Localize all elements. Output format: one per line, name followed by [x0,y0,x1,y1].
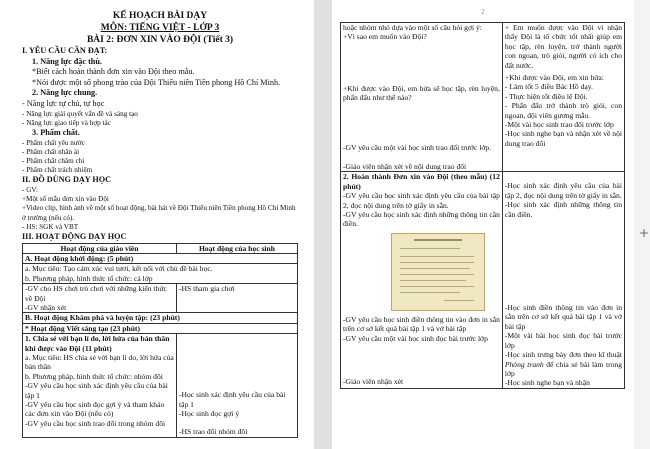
table-row [341,172,625,388]
cell-text: -Học sinh xác định những thông tin cần điền. [504,200,622,219]
text-line: +Video clip, hình ảnh về một số hoạt động, bài hát về Đội Thiếu niên Tiền phong Hồ Chí Minh ở trường (nếu có). [22,204,296,222]
section-1-1-heading: 1. Năng lực đặc thù. [32,56,102,66]
technique-name: Phòng tranh [504,359,544,369]
cell-text: -Học sinh xác định yêu cầu của bài tập 1 [179,390,286,409]
document-page-1 [0,0,314,449]
section-1-2-heading: 2. Năng lực chung. [32,88,98,98]
row-section-a: A. Hoạt động khởi động: (5 phút) [23,253,298,263]
doc-subject: MÔN: TIẾNG VIỆT - LỚP 3 [100,23,220,33]
doc-title: KẾ HOẠCH BÀI DẠY [112,11,208,21]
table-row [23,253,298,263]
text-line: - GV: [22,185,39,194]
cell-text: +Khi được vào Đội, em xin hứa: - Làm tốt 5 điều Bác Hồ dạy. - Thực hiện tốt điều lệ Đội. - Phấn đấu trở thành trò giỏi, con ngoan, đội viên gương mẫu. [504,73,622,120]
section-3-heading: III. HOẠT ĐỘNG DẠY HỌC [22,231,127,241]
cell-text: hoặc nhóm nhỏ dựa vào một số câu hỏi gợi ý: +Vì sao em muốn vào Đội? [343,23,482,42]
row-section-b: B. Hoạt động Khám phá và luyện tập: (23 phút) [23,313,298,323]
text-line: *Biết cách hoàn thành đơn xin vào Đội theo mẫu. [32,67,195,77]
student-cell: -HS tham gia chơi [177,284,298,313]
section-1-heading: I. YÊU CẦU CẦN ĐẠT: [22,46,108,55]
cell-text: -Giáo viên nhận xét về nội dung trao đổi [343,162,467,172]
table-row [23,323,298,333]
student-cell [502,23,624,172]
table-header-row [23,243,298,253]
cell-text: -Giáo viên nhận xét [343,377,404,387]
text-line: - Phẩm chất chăm chỉ [22,156,85,165]
text-line: +Một số mẫu đơn xin vào Đội [22,195,109,204]
cell-text: b. Phương pháp, hình thức tổ chức: nhóm đôi [25,371,163,381]
cell-text: -Một vài học sinh trao đổi trước lớp [504,120,614,130]
page-1-content [22,10,298,438]
plus-icon[interactable]: + [639,226,650,240]
document-page-2 [332,0,634,449]
cell-text: -GV nhận xét [25,303,67,313]
cell-text: -GV yêu cầu học sinh trao đổi trong nhóm đôi [25,418,166,428]
vertical-scrollbar[interactable] [634,0,650,449]
cell-text: -GV cho HS chơi trò chơi với những kiến thức về Đội [25,284,167,303]
text-line: - Phẩm chất trách nhiệm [22,166,93,175]
cell-text: -GV yêu cầu học sinh xác định yêu cầu của bài tập 2, đọc nội dung trên tờ giấy in sẵn. [343,191,500,210]
teacher-cell [23,284,177,313]
cell-text: +Khi được vào Đội, em hứa sẽ học tập, rèn luyện, phấn đấu như thế nào? [343,83,500,103]
cell-text: -Một vài bài học sinh đọc bài trước lớp [504,331,622,350]
text-line: - Phẩm chất yêu nước [22,138,85,147]
cell-text: -Học sinh đọc gợi ý [179,409,240,419]
cell-text: -GV yêu cầu học sinh xác định yêu cầu của bài tập 1 [25,381,168,400]
text-line: - Phẩm chất nhân ái [22,147,80,156]
table-row [341,23,625,172]
cell-text: 1. Chia sẻ với bạn lí do, lời hứa của bản thân khi được vào Đội (11 phút) [25,334,170,353]
section-1-3-heading: 3. Phẩm chất. [32,127,80,137]
cell-text: -GV yêu cầu một vài học sinh đọc bài trước lớp [343,333,488,343]
cell-text: -GV yêu cầu một vài học sinh trao đổi trước lớp. [343,142,492,152]
teacher-cell [341,172,503,388]
text-line: - Năng lực giao tiếp và hợp tác [22,118,111,127]
student-cell [502,172,624,388]
cell-text: b. Phương pháp, hình thức tổ chức: cả lớp [25,273,153,283]
cell-text: a. Mục tiêu: HS chia sẻ với bạn lí do, lời hứa của bản thân [25,353,174,372]
student-cell [177,334,298,438]
text-line: - Năng lực giải quyết vấn đề và sáng tạo [22,109,138,118]
application-form-image [391,233,485,311]
table-row [23,284,298,313]
teacher-cell [23,334,177,438]
doc-lesson: BÀI 2: ĐƠN XIN VÀO ĐỘI (Tiết 3) [86,35,234,45]
cell-text: -Học sinh nghe bạn và nhận [504,378,590,388]
cell-text: -Học sinh điền thông tin vào đơn in sẵn trên cơ sở kết quả bài tập 1 và vở bài tập [504,303,622,331]
cell-text: -GV yêu cầu học sinh điền thông tin vào đơn in sẵn trên cơ sở kết quả bài tập 1 và vở bài tập [343,314,500,334]
table-row [23,334,298,438]
activity-table-continued [340,22,625,389]
cell-text: -HS trao đổi nhóm đôi [179,427,248,437]
text-line: *Nói được một số phong trào của Đội Thiếu niên Tiền phong Hồ Chí Minh. [32,77,281,87]
cell-text: -Học sinh nghe bạn và nhận xét về nội dung trao đổi [504,129,622,148]
page-2-content [340,22,625,389]
teacher-cell [341,23,503,172]
page-number: 2 [481,8,485,16]
activity-table [22,243,298,438]
page-gutter [314,0,332,449]
cell-text: + Em muốn được vào Đội vì nhận thấy Đội là tổ chức tốt nhất giúp em học tập, rèn luyện, trở thành người con ngoan, trò giỏi, người có ích cho đất nước. [504,23,622,70]
table-row [23,313,298,323]
cell-text: -Học sinh xác định yêu cầu của bài tập 2, đọc nội dung trên tờ giấy in sẵn. [504,181,622,200]
text-span: để chia sẻ bài làm trong lớp [504,359,622,378]
text-span: -Học sinh trưng bày đơn theo kĩ thuật [504,350,622,360]
cell-text: a. Mục tiêu: Tạo cảm xúc vui tươi, kết nối với chủ đề bài học. [25,264,213,274]
cell-text: -GV yêu cầu học sinh xác định những thông tin cần điền. [343,210,500,229]
text-line: - HS: SGK và VBT [22,222,79,231]
cell-text [505,350,622,378]
text-line: - Năng lực tự chủ, tự học [22,98,105,108]
row-subsection: * Hoạt động Viết sáng tạo (23 phút) [23,323,298,333]
section-2-heading: II. ĐỒ DÙNG DẠY HỌC [22,175,112,185]
header-teacher: Hoạt động của giáo viên [23,243,177,253]
cell-text: 2. Hoàn thành Đơn xin vào Đội (theo mẫu) (12 phút) [343,172,500,191]
table-row [23,264,298,284]
row-cell [23,264,298,284]
header-student: Hoạt động của học sinh [177,243,298,253]
cell-text: -GV yêu cầu học sinh đọc gợi ý và tham khảo các đơn xin vào Đội (nếu có) [25,400,165,419]
